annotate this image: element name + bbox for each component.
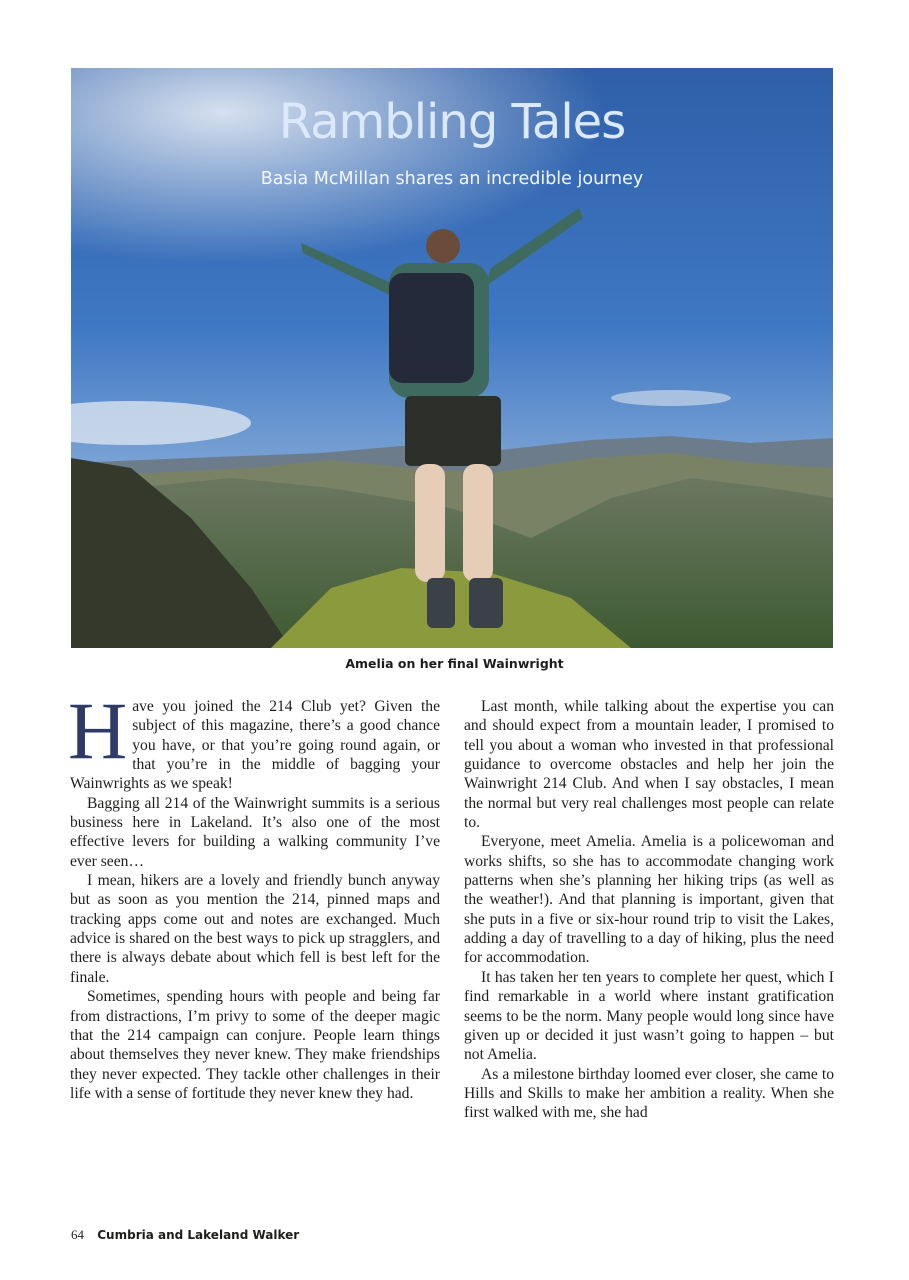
paragraph <box>68 685 440 794</box>
photo-caption: Amelia on her final Wainwright <box>345 656 564 671</box>
paragraph: Bagging all 214 of the Wainwright summits is a serious business here in Lakeland. It’s also one of the most effective levers for building a walking community I’ve ever seen… <box>70 794 440 870</box>
paragraph: Everyone, meet Amelia. Amelia is a policewoman and works shifts, so she has to accommodate changing work patterns when she’s planning her hiking trips (as well as the weather!). And that planning is important, given that she puts in a five or six-hour round trip to visit the Lakes, adding a day of travelling to a day of hiking, plus the need for accommodation. <box>464 833 834 967</box>
article-column-left <box>68 685 440 1103</box>
magazine-name: Cumbria and Lakeland Walker <box>97 1228 300 1242</box>
paragraph: Sometimes, spending hours with people and being far from distractions, I’m privy to some of the deeper magic that the 214 campaign can conjure. People learn things about themselves they never knew. They make friendships they never expected. They tackle other challenges in their life with a sense of fortitude they never knew they had. <box>70 988 440 1102</box>
paragraph-text: ave you joined the 214 Club yet? Given the subject of this magazine, there’s a good chance you have, or that you’re going round again, or that you’re in the middle of bagging your Wainwrights as we speak! <box>70 698 440 793</box>
mountain-summit-photo <box>71 68 833 648</box>
paragraph: It has taken her ten years to complete her quest, which I find remarkable in a world where instant gratification seems to be the norm. Many people would long since have given up or decided it just wasn’t going to happen – but not Amelia. <box>464 968 834 1064</box>
hero-photo <box>71 68 833 648</box>
paragraph: Last month, while talking about the expertise you can and should expect from a mountain leader, I promised to tell you about a woman who invested in that professional guidance to overcome obstacles and help her join the Wainwright 214 Club. And when I say obstacles, I mean the normal but very real challenges most people can relate to. <box>464 698 834 832</box>
paragraph: I mean, hikers are a lovely and friendly bunch anyway but as soon as you mention the 214, pinned maps and tracking apps come out and notes are exchanged. Much advice is shared on the best ways to pick up stragglers, and there is always debate about which fell is best left for the finale. <box>70 872 440 986</box>
paragraph: As a milestone birthday loomed ever closer, she came to Hills and Skills to make her ambition a reality. When she first walked with me, she had <box>464 1065 834 1122</box>
article-title: Rambling Tales <box>278 94 626 150</box>
article-column-right <box>464 697 834 1123</box>
drop-cap: H <box>68 685 128 776</box>
page-number: 64 <box>71 1227 84 1242</box>
page-footer <box>71 1227 299 1243</box>
article-subtitle: Basia McMillan shares an incredible journey <box>260 169 644 189</box>
